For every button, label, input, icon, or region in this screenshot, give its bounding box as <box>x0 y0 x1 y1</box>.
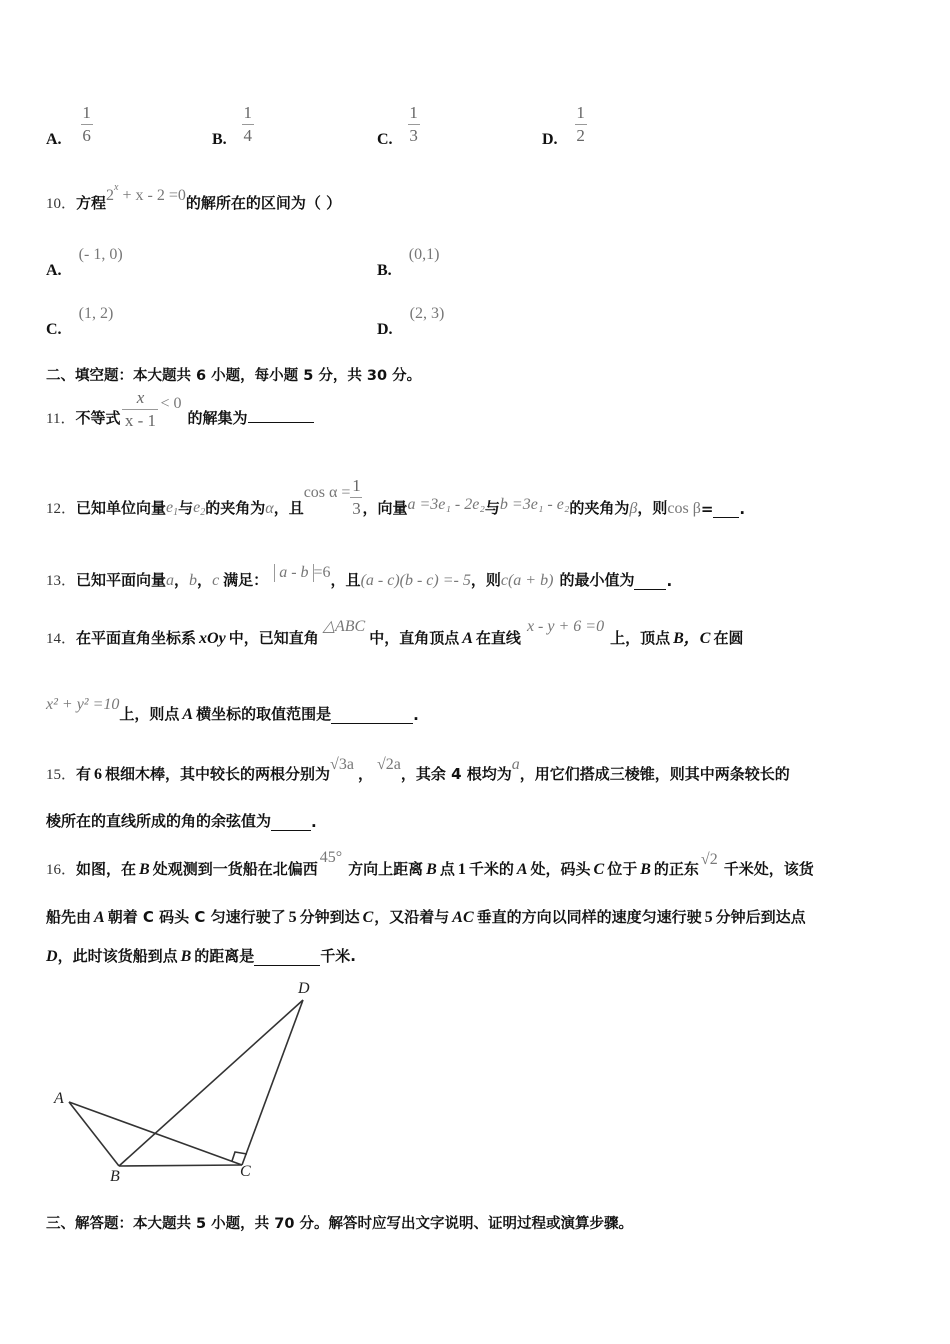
fraction: $\frac{1}{4}$ <box>243 103 253 145</box>
q9-option-d: D. $\frac{1}{2}$ <box>542 103 585 148</box>
question-16-line-2: 船先由 A 朝着 C 码头 C 匀速行驶了 5 分钟到达 C ，又沿着与 AC 垂直的方向以同样的速度匀速行驶 5 分钟后到达点 <box>46 908 806 926</box>
point-label-c: C <box>240 1163 251 1180</box>
equation: 2$^x$ + x - 2 =0 <box>106 182 186 204</box>
question-10: 10．方程2$^x$ + x - 2 =0的解所在的区间为（ ） <box>46 182 342 212</box>
q9-option-b: B. $\frac{1}{4}$ <box>212 103 253 148</box>
point-label-b: B <box>110 1168 120 1185</box>
q10-option-d: D. (2, 3) <box>377 305 445 338</box>
q9-option-a: A. $\frac{1}{6}$ <box>46 103 91 148</box>
section-2-heading: 二、填空题：本大题共 6 小题，每小题 5 分，共 30 分。 <box>46 368 422 384</box>
q10-option-c: C. (1, 2) <box>46 305 114 338</box>
question-13: 13． 已知平面向量 a ， b ， c 满足： a - b =6 ，且 (a - c)(b - c) =- 5 ，则 c(a + b) 的最小值为 . <box>46 564 673 590</box>
point-label-d: D <box>298 980 310 997</box>
section-3-heading: 三、解答题：本大题共 5 小题，共 70 分。解答时应写出文字说明、证明过程或演算步骤。 <box>46 1216 633 1232</box>
question-16: 16． 如图，在 B 处观测到一货船在北偏西 45° 方向上距离 B 点 1 千米的 A 处，码头 C 位于 B 的正东 √2 千米处，该货 <box>46 849 814 878</box>
answer-blank[interactable] <box>248 408 314 423</box>
question-11: 11． 不等式 $\frac{x}{x - 1}$ < 0 的解集为 <box>46 389 314 430</box>
question-14-line-2: x² + y² =10 上，则点 A 横坐标的取值范围是 . <box>46 696 419 724</box>
question-16-line-3: D ，此时该货船到点 B 的距离是 千米. <box>46 947 356 965</box>
fraction: $\frac{x}{x - 1}$ <box>122 389 158 430</box>
answer-blank[interactable] <box>254 951 320 966</box>
question-14: 14． 在平面直角坐标系 xOy 中，已知直角 △ABC 中，直角顶点 A 在直线 x - y + 6 =0 上，顶点 B，C 在圆 <box>46 618 744 647</box>
fraction: $\frac{1}{2}$ <box>576 103 585 145</box>
answer-blank[interactable] <box>271 816 311 831</box>
q9-option-c: C. $\frac{1}{3}$ <box>377 103 418 148</box>
triangle-diagram <box>40 975 340 1195</box>
question-15-line-2: 棱所在的直线所成的角的余弦值为 . <box>46 812 317 831</box>
question-15: 15． 有 6 根细木棒，其中较长的两根分别为 √3a ， √2a ，其余 4 根均为 a ，用它们搭成三棱锥，则其中两条较长的 <box>46 756 790 783</box>
answer-blank[interactable] <box>634 575 666 590</box>
point-label-a: A <box>54 1090 64 1107</box>
fraction: $\frac{1}{6}$ <box>82 103 91 145</box>
question-12: 12． 已知单位向量 $e_1$ 与 $e_2$ 的夹角为 α ，且 cos α = $\frac{1}{3}$ ，向量 a =3e₁ - 2e₂ 与 b =3e₁ - e₂ 的夹角为 β ，则 cos β = . <box>46 476 746 518</box>
geometry-figure <box>40 975 340 1195</box>
answer-blank[interactable] <box>713 503 739 518</box>
answer-blank[interactable] <box>331 709 413 724</box>
fraction: $\frac{1}{3}$ <box>352 476 361 518</box>
q10-option-b: B. (0,1) <box>377 246 440 279</box>
fraction: $\frac{1}{3}$ <box>409 103 418 145</box>
q10-option-a: A. (- 1, 0) <box>46 246 123 279</box>
